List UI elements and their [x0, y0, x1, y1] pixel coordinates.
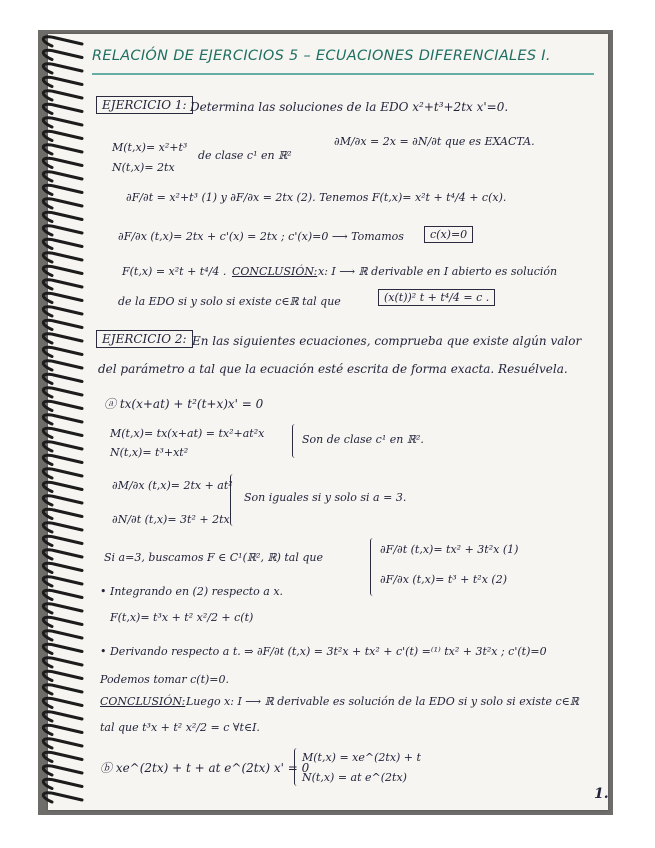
ej1-conclusion-text: x: I ⟶ ℝ derivable en I abierto es solución — [318, 265, 558, 278]
exercise-2-statement-1: En las siguientes ecuaciones, comprueba que existe algún valor — [192, 334, 582, 348]
ej1-eq1: ∂F/∂t = x²+t³ (1) y ∂F/∂x = 2tx (2). Tenemos F(t,x)= x²t + t⁴/4 + c(x). — [126, 191, 507, 204]
spiral-ring — [43, 158, 82, 167]
spiral-ring — [43, 644, 82, 653]
spiral-ring — [43, 577, 82, 586]
ej2-part-b: ⓑ xe^(2tx) + t + at e^(2tx) x' = 0 — [100, 761, 310, 775]
spiral-ring — [43, 685, 82, 694]
spiral-ring — [43, 320, 82, 329]
spiral-ring — [43, 334, 82, 343]
ej2-conclusion-text2: tal que t³x + t² x²/2 = c ∀t∈I. — [100, 721, 260, 734]
ej1-class-note: de clase c¹ en ℝ² — [198, 149, 292, 162]
brace-b — [294, 748, 301, 786]
spiral-ring — [43, 590, 82, 599]
spiral-ring — [43, 766, 82, 775]
spiral-ring — [43, 428, 82, 437]
spiral-ring — [43, 185, 82, 194]
ej2-sys2: ∂F/∂x (t,x)= t³ + t²x (2) — [380, 573, 507, 586]
ej2-take: Podemos tomar c(t)=0. — [100, 673, 229, 686]
exercise-1-label: EJERCICIO 1: — [96, 96, 193, 114]
ej1-eq2-boxed: c(x)=0 — [424, 226, 473, 243]
exercise-2-statement-2: del parámetro a tal que la ecuación esté escrita de forma exacta. Resuélvela. — [98, 362, 568, 376]
page-title: RELACIÓN DE EJERCICIOS 5 – ECUACIONES DIFERENCIALES I. — [92, 48, 551, 64]
exercise-1-statement: Determina las soluciones de la EDO x²+t³+2tx x'=0. — [190, 100, 509, 114]
ej2-derive: • Derivando respecto a t. ⇒ ∂F/∂t (t,x) = 3t²x + tx² + c'(t) =⁽¹⁾ tx² + 3t²x ; c'(t)=0 — [100, 645, 547, 658]
spiral-ring — [43, 307, 82, 316]
spiral-ring — [43, 455, 82, 464]
ej1-M: M(t,x)= x²+t³ — [112, 141, 188, 154]
spiral-ring — [43, 77, 82, 86]
spiral-ring — [43, 50, 82, 59]
ej2-equal-note: Son iguales si y solo si a = 3. — [244, 491, 407, 504]
ej1-conclusion-label: CONCLUSIÓN: — [232, 265, 318, 278]
ej1-conclusion-text2: de la EDO si y solo si existe c∈ℝ tal que — [118, 295, 341, 308]
spiral-ring — [43, 550, 82, 559]
spiral-ring — [43, 469, 82, 478]
spiral-ring — [43, 415, 82, 424]
spiral-ring — [43, 64, 82, 73]
ej1-exact-check: ∂M/∂x = 2x = ∂N/∂t que es EXACTA. — [334, 135, 535, 148]
ej2-part-a: ⓐ tx(x+at) + t²(t+x)x' = 0 — [104, 397, 264, 411]
ej1-N: N(t,x)= 2tx — [112, 161, 175, 174]
ej2-integrate: • Integrando en (2) respecto a x. — [100, 585, 284, 598]
spiral-ring — [43, 293, 82, 302]
spiral-ring — [43, 131, 82, 140]
spiral-ring — [43, 37, 82, 46]
spiral-binding — [36, 34, 92, 810]
spiral-ring — [43, 698, 82, 707]
spiral-ring — [43, 739, 82, 748]
spiral-ring — [43, 266, 82, 275]
spiral-ring — [43, 388, 82, 397]
ej2-sys1: ∂F/∂t (t,x)= tx² + 3t²x (1) — [380, 543, 519, 556]
spiral-ring — [43, 226, 82, 235]
spiral-ring — [43, 617, 82, 626]
ej1-eq3: F(t,x) = x²t + t⁴/4 . — [122, 265, 227, 278]
brace-a-system — [370, 538, 377, 596]
spiral-ring — [43, 442, 82, 451]
spiral-ring — [43, 658, 82, 667]
spiral-ring — [43, 779, 82, 788]
spiral-ring — [43, 604, 82, 613]
ej2-conclusion-label: CONCLUSIÓN: — [100, 695, 186, 708]
spiral-ring — [43, 91, 82, 100]
spiral-ring — [43, 361, 82, 370]
spiral-ring — [43, 401, 82, 410]
spiral-ring — [43, 104, 82, 113]
spiral-ring — [43, 239, 82, 248]
ej2-class-note: Son de clase c¹ en ℝ². — [302, 433, 424, 446]
spiral-ring — [43, 536, 82, 545]
spiral-ring — [43, 145, 82, 154]
ej2-dN: ∂N/∂t (t,x)= 3t² + 2tx — [112, 513, 230, 526]
ej1-conclusion-boxed: (x(t))² t + t⁴/4 = c . — [378, 289, 495, 306]
spiral-ring — [43, 374, 82, 383]
spiral-ring — [43, 523, 82, 532]
spiral-ring — [43, 671, 82, 680]
brace-a-equal — [230, 474, 237, 526]
exercise-2-label: EJERCICIO 2: — [96, 330, 193, 348]
ej2-Na: N(t,x)= t³+xt² — [110, 446, 189, 459]
ej2-dM: ∂M/∂x (t,x)= 2tx + at² — [112, 479, 233, 492]
spiral-ring — [43, 509, 82, 518]
spiral-ring — [43, 118, 82, 127]
spiral-ring — [43, 496, 82, 505]
brace-a-class — [292, 424, 299, 458]
spiral-ring — [43, 631, 82, 640]
spiral-ring — [43, 752, 82, 761]
spiral-ring — [43, 793, 82, 802]
ej2-conclusion-text: Luego x: I ⟶ ℝ derivable es solución de la EDO si y solo si existe c∈ℝ — [186, 695, 579, 708]
spiral-ring — [43, 280, 82, 289]
spiral-ring — [43, 347, 82, 356]
page-number: 1. — [594, 786, 609, 802]
ej2-Ma: M(t,x)= tx(x+at) = tx²+at²x — [110, 427, 265, 440]
spiral-ring — [43, 712, 82, 721]
title-underline — [92, 73, 594, 75]
spiral-ring — [43, 212, 82, 221]
spiral-ring — [43, 199, 82, 208]
ej2-F: F(t,x)= t³x + t² x²/2 + c(t) — [110, 611, 254, 624]
ej2-search: Si a=3, buscamos F ∈ C¹(ℝ², ℝ) tal que — [104, 551, 323, 564]
ej1-eq2: ∂F/∂x (t,x)= 2tx + c'(x) = 2tx ; c'(x)=0 ⟶ Tomamos — [118, 230, 404, 243]
spiral-ring — [43, 253, 82, 262]
ej2-Mb: M(t,x) = xe^(2tx) + t — [302, 751, 421, 764]
spiral-ring — [43, 563, 82, 572]
spiral-ring — [43, 482, 82, 491]
spiral-ring — [43, 725, 82, 734]
ej2-Nb: N(t,x) = at e^(2tx) — [302, 771, 407, 784]
spiral-ring — [43, 172, 82, 181]
